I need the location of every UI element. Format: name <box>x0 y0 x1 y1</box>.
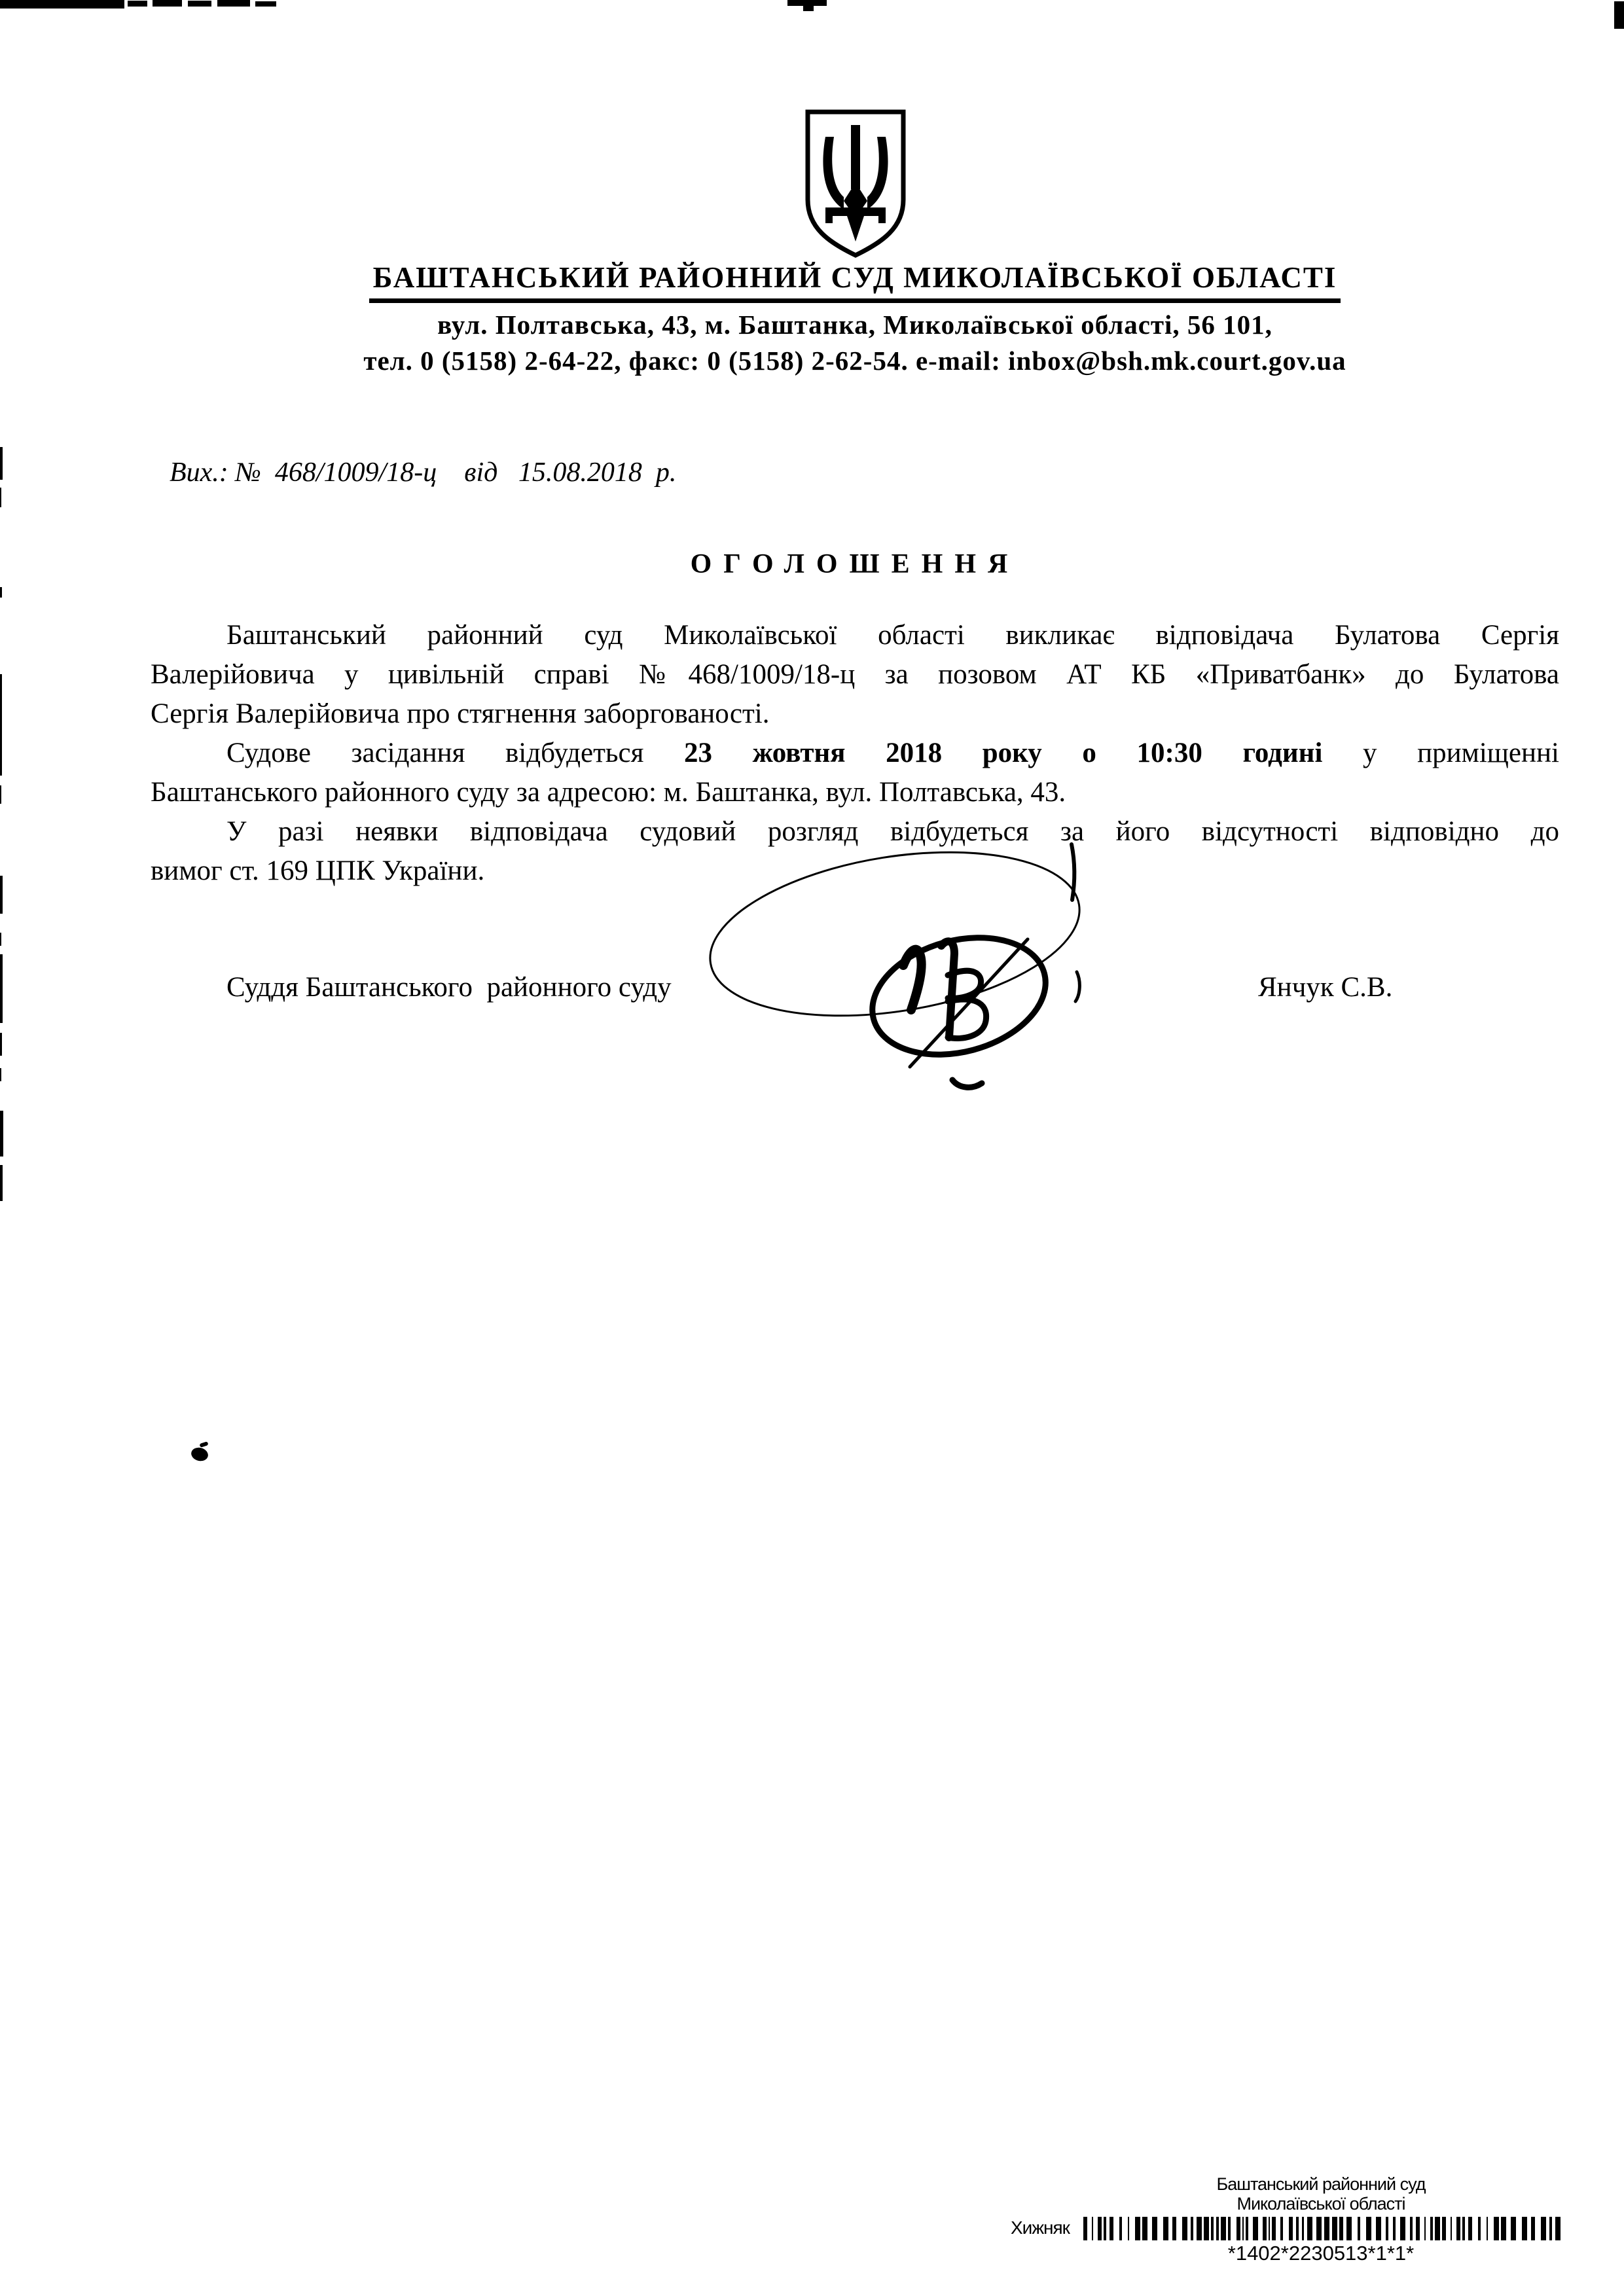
scan-artifact <box>217 0 250 7</box>
scan-artifact <box>0 674 2 776</box>
scan-artifact <box>0 876 3 914</box>
outgoing-reference: Вих.: № 468/1009/18-ц від 15.08.2018 р. <box>170 457 677 488</box>
scan-artifact <box>803 5 814 11</box>
barcode-caption: *1402*2230513*1*1* <box>1227 2242 1415 2265</box>
text-line: Баштанського районного суду за адресою: м. Баштанка, вул. Полтавська, 43. <box>151 777 1066 808</box>
scan-artifact <box>0 1068 1 1081</box>
scan-artifact <box>188 1 211 7</box>
scan-artifact <box>0 1111 3 1157</box>
scan-artifact <box>0 785 1 804</box>
ink-blot-speck <box>199 1441 208 1448</box>
ink-blot <box>190 1446 209 1463</box>
scan-artifact <box>153 0 182 7</box>
judge-signature-scribble <box>681 834 1113 1109</box>
barcode <box>1083 2217 1563 2240</box>
text-line: Сергія Валерійовича про стягнення заборгованості. <box>151 698 770 729</box>
announcement-title: ОГОЛОШЕННЯ <box>690 549 1020 579</box>
scan-artifact <box>0 954 3 1023</box>
text-line: Баштанський районний суд Миколаївської області викликає відповідача Булатова Сергія <box>226 620 1559 651</box>
scan-artifact <box>0 587 2 598</box>
clerk-name: Хижняк <box>1011 2217 1070 2238</box>
scan-artifact <box>0 1033 2 1056</box>
scan-artifact <box>128 1 147 7</box>
footer-court-name-line1: Баштанський районний суд <box>1216 2174 1426 2194</box>
text-line: Валерійовича у цивільній справі №468/1009/18-ц за позовом АТ КБ «Приватбанк» до Булатова <box>151 659 1559 690</box>
text-line: Судове засідання відбудеться 23 жовтня 2018 року о 10:30 годині у приміщенні <box>226 738 1559 768</box>
footer-court-name-line2: Миколаївської області <box>1236 2194 1405 2214</box>
court-name: БАШТАНСЬКИЙ РАЙОННИЙ СУД МИКОЛАЇВСЬКОЇ ОБЛАСТІ <box>151 260 1559 303</box>
scan-artifact <box>0 447 3 480</box>
text-line: У разі неявки відповідача судовий розгляд відбудеться за його відсутності відповідно до <box>226 816 1559 847</box>
judge-title-label: Суддя Баштанського районного суду <box>226 972 672 1003</box>
court-contacts: тел. 0 (5158) 2-64-22, факс: 0 (5158) 2-62-54. e-mail: inbox@bsh.mk.court.gov.ua <box>363 346 1346 376</box>
scan-artifact <box>0 1165 3 1201</box>
scan-artifact <box>0 0 124 9</box>
scan-artifact <box>255 1 276 7</box>
ukraine-coat-of-arms <box>803 109 908 259</box>
scan-artifact <box>0 933 1 946</box>
hearing-date-bold: 23 жовтня 2018 року о 10:30 годині <box>684 738 1323 768</box>
court-address: вул. Полтавська, 43, м. Баштанка, Миколаївської області, 56 101, <box>437 310 1272 340</box>
judge-name: Янчук С.В. <box>1258 972 1393 1003</box>
scan-artifact <box>0 488 1 507</box>
scan-artifact <box>1614 1 1624 29</box>
text-line: вимог ст. 169 ЦПК України. <box>151 855 485 886</box>
